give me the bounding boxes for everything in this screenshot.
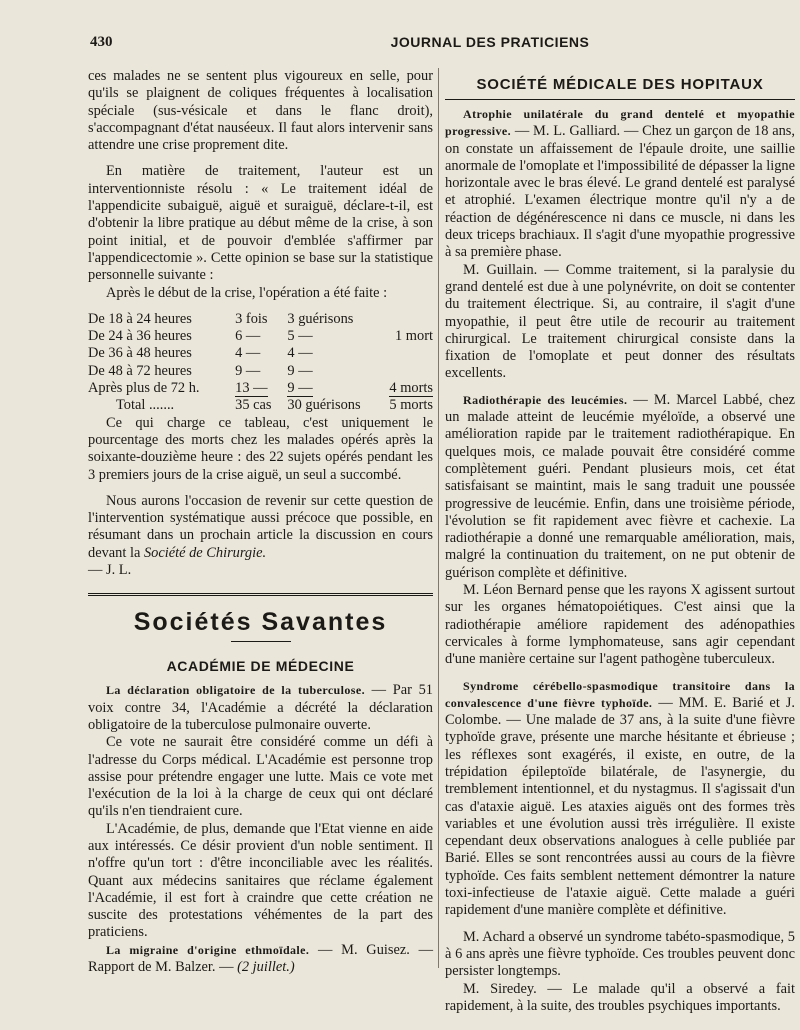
table-row xyxy=(88,328,433,345)
right-column xyxy=(445,68,795,1015)
page-number: 430 xyxy=(90,34,113,50)
italic-date: (2 juillet.) xyxy=(237,959,295,976)
paragraph xyxy=(88,493,433,562)
table-cell: Total ....... xyxy=(116,397,175,414)
paragraph: M. Achard a observé un syndrome tabéto-spasmodique, 5 à 6 ans après une fièvre typhoïde. Ces troubles peuvent donc persister longtemps. xyxy=(445,928,795,980)
table-cell: Après plus de 72 h. xyxy=(88,380,200,397)
table-cell: 9 — xyxy=(287,362,313,379)
signature: — J. L. xyxy=(88,562,132,579)
table-cell: 9 — xyxy=(287,380,313,397)
paragraph: M. Léon Bernard pense que les rayons X agissent surtout sur les organes hématopoiétiques. C'est ainsi que la radiothérapie améliore rapidement des adénopathies cervicales à forme lymphomateuse, sans agir cependant d'une manière certaine sur l'agent pathogène tuberculeux. xyxy=(445,582,795,668)
table-cell xyxy=(377,363,433,380)
table-cell: De 48 à 72 heures xyxy=(88,362,192,379)
table-cell: 9 — xyxy=(235,362,261,379)
section-rule xyxy=(445,99,795,100)
left-column xyxy=(88,68,433,976)
paragraph: Après le début de la crise, l'opération a été faite : xyxy=(106,284,388,301)
article-heading: Syndrome cérébello-spasmodique transitoire dans la convalescence d'une fièvre typhoïde. xyxy=(445,678,795,710)
table-row xyxy=(88,380,433,397)
table-cell: 13 — xyxy=(235,380,268,397)
italic-reference: Société de Chirurgie. xyxy=(143,544,267,561)
table-cell: 6 — xyxy=(235,328,261,345)
section-title: Sociétés Savantes xyxy=(133,608,388,637)
article-heading: Radiothérapie des leucémies. xyxy=(463,392,628,407)
paragraph: L'Académie, de plus, demande que l'Etat vienne en aide aux intéressés. Ce désir provient d'un noble sentiment. Il n'offre qu'un tort : d'être inconciliable avec les réalités. Quant aux médecins sanitaires que réclame également l'Académie, il est fort à craindre que cette création ne suscite des protestations véhémentes de la part des praticiens. xyxy=(88,820,433,941)
paragraph xyxy=(88,942,433,977)
table-cell: 1 mort xyxy=(395,328,433,345)
paragraph-text: — Par 51 voix contre 34, l'Académie a décrété la déclaration obligatoire de la tuberculose pulmonaire ouverte. xyxy=(88,682,433,733)
table-cell: 30 guérisons xyxy=(287,397,361,414)
article-heading: La migraine d'origine ethmoïdale. xyxy=(106,942,310,957)
table-cell xyxy=(377,345,433,362)
table-cell: De 24 à 36 heures xyxy=(88,328,192,345)
paragraph-text: — M. L. Galliard. — Chez un garçon de 18 ans, on constate un affaissement de l'épaule droite, une saillie anormale de l'omoplate et l'impossibilité de dépasser la ligne horizontale avec le bras élevé. Le grand dentelé est paralysé et atrophié. L'examen électrique montre qu'il n'y a de réaction de dégénérescence ni dans ce muscle, ni dans les deux triceps brachiaux. Il s'agit d'une myopathie progressive à sa première phase. xyxy=(445,123,795,261)
journal-title: JOURNAL DES PRATICIENS xyxy=(390,34,590,50)
subsection-title: ACADÉMIE DE MÉDECINE xyxy=(166,658,355,675)
table-cell: 5 — xyxy=(287,328,313,345)
paragraph xyxy=(445,106,795,262)
table-cell: 35 cas xyxy=(235,397,272,414)
table-cell: 3 guérisons xyxy=(287,310,354,327)
article-heading: Atrophie unilatérale du grand dentelé et myopathie progressive. xyxy=(445,107,795,139)
paragraph: Ce vote ne saurait être considéré comme un défi à l'adresse du Corps médical. L'Académie est personne trop assise pour prétendre engager une lutte. Mais ce vote met l'exécution de la loi à la charge de ceux qui ont déclaré qu'ils n'en tiendraient cure. xyxy=(88,734,433,820)
table-cell: 5 morts xyxy=(389,397,433,414)
paragraph-text: — MM. E. Barié et J. Colombe. — Une malade de 37 ans, à la suite d'une fièvre typhoïde grave, présente une marche hésitante et ébrieuse ; les réflexes sont exagérés, il existe, en outre, de la trépidation épileptoïde bilatérale, de l'asynergie, du tremblement intentionnel, et du nystagmus. Il s'agissait d'un cas d'ataxie aiguë. Les ataxies aiguës ont des formes très variables et une évolution aussi très irrégulière. Il existe cependant deux observations analogues à celle publiée par Barié. Elles se sont rencontrées aussi au cours de la fièvre typhoïde. Ces faits semblent nettement démontrer la nature toxi-infectieuse de l'ataxie aiguë. Cette malade a guéri rapidement d'une manière complète et définitive. xyxy=(445,694,795,919)
table-cell: 4 — xyxy=(287,345,313,362)
table-cell xyxy=(377,311,433,328)
paragraph-text: Nous aurons l'occasion de revenir sur cette question de l'intervention systématique aussi précoce que possible, en résumant dans un prochain article la discussion en cours devant la xyxy=(88,492,433,561)
paragraph: En matière de traitement, l'auteur est un interventionniste résolu : « Le traitement idéal de l'appendicite subaiguë, aiguë et suraiguë, déclare-t-il, est d'obtenir la libre pratique au début même de la crise, à son point initial, et de pouvoir d'emblée s'affirmer par l'appendicectomie ». Cette opinion se base sur la statistique personnelle suivante : xyxy=(88,163,433,284)
table-row xyxy=(88,363,433,380)
table-row xyxy=(88,311,433,328)
table-cell: 4 — xyxy=(235,345,261,362)
running-head xyxy=(90,34,790,56)
table-cell: 3 fois xyxy=(235,310,268,327)
paragraph: M. Guillain. — Comme traitement, si la paralysie du grand dentelé est due à une polynévrite, on doit se contenter du traitement électrique. Si, au contraire, il s'agit d'une myopathie, il peut être utile de recourir au traitement chirurgical. Le traitement chirurgical consiste dans la fixation de l'omoplate et peut donner des résultats excellents. xyxy=(445,261,795,382)
table-row xyxy=(88,345,433,362)
paragraph-text: — M. Marcel Labbé, chez un malade atteint de leucémie myéloïde, a observé une amélioration rapide par le traitement radiothérapique. En quelques mois, ce malade pouvait être considéré comme complètement guéri. Pendant plusieurs mois, cet état satisfaisant se maintint, mais le sang traduit une poussée progressive de leucémie. Enfin, dans une troisième période, l'évolution se fit rapidement avec fièvre et cachexie. La radiothérapie a donné une remarquable amélioration, mais, malgré la continuation du traitement, on ne put obtenir de guérison complète et définitive. xyxy=(445,391,795,581)
section-rule xyxy=(88,593,433,596)
table-cell: 4 morts xyxy=(389,380,433,397)
paragraph xyxy=(445,392,795,582)
paragraph: M. Siredey. — Le malade qu'il a observé a fait rapidement, à la suite, des troubles psychiques importants. xyxy=(445,980,795,1014)
table-total-row xyxy=(88,397,433,414)
paragraph xyxy=(88,682,433,734)
table-cell: De 36 à 48 heures xyxy=(88,345,192,362)
article-heading: La déclaration obligatoire de la tuberculose. xyxy=(106,683,365,698)
statistics-table xyxy=(88,311,433,415)
title-underline xyxy=(231,641,291,642)
section-title: SOCIÉTÉ MÉDICALE DES HOPITAUX xyxy=(476,76,764,93)
paragraph-text: — M. Guisez. — Rapport de M. Balzer. — xyxy=(88,941,434,976)
paragraph: ces malades ne se sentent plus vigoureux en selle, pour qu'ils se plaignent de coliques fréquentes à localisation spéciale (sus-vésicale et dans le flanc droit), s'accompagnant d'état nauséeux. Il faut alors intervenir sans attendre une crise proprement dite. xyxy=(88,68,433,154)
paragraph xyxy=(445,678,795,920)
table-cell: De 18 à 24 heures xyxy=(88,310,192,327)
column-divider xyxy=(438,68,439,968)
paragraph: Ce qui charge ce tableau, c'est uniquement le pourcentage des morts chez les malades opérés après la soixante-douzième heure : des 22 sujets opérés pendant les 3 premiers jours de la crise aiguë, un seul a succombé. xyxy=(88,414,433,483)
